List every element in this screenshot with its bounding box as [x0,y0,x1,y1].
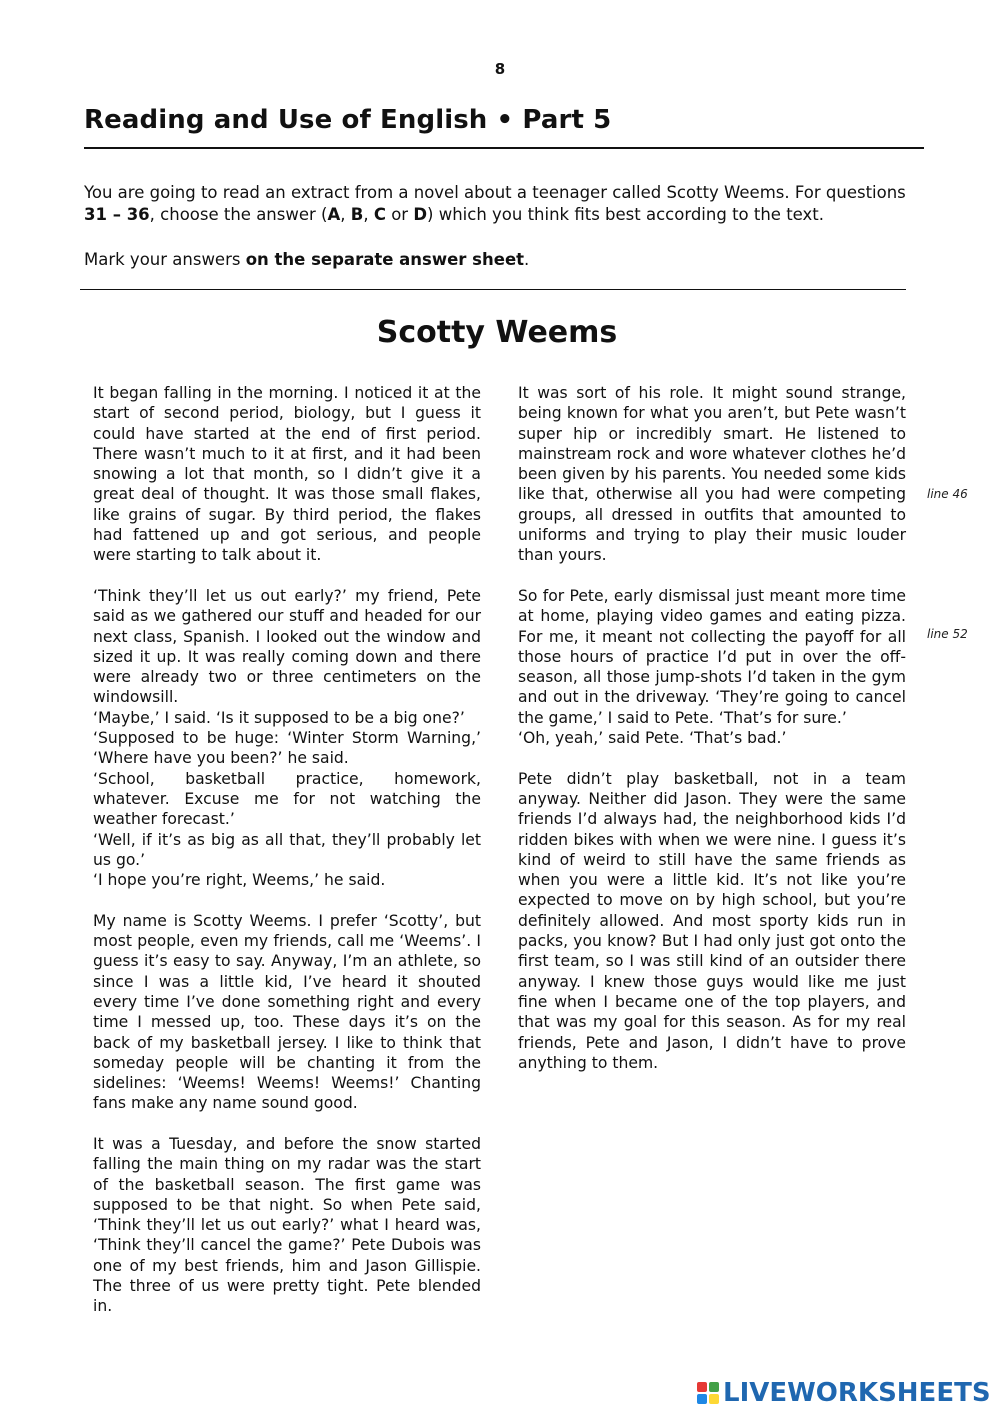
paragraph: ‘Think they’ll let us out early?’ my friend, Pete said as we gathered our stuff and headed for our next class, Spanish. I looked out the window and sized it up. It was really coming down and there were already two or three centimeters on the windowsill. [93,586,481,707]
dialogue-line: ‘Maybe,’ I said. ‘Is it supposed to be a big one?’ [93,708,465,727]
separator: , [340,205,351,224]
instructions-mark [84,249,924,271]
separator: , [363,205,374,224]
instructions-text-1: You are going to read an extract from a novel about a teenager called Scotty Weems. For questions [84,183,906,202]
questions-range: 31 – 36 [84,205,150,224]
line-reference-46: line 46 [927,487,968,501]
logo-square-yellow [709,1394,719,1404]
option-a-label: A [327,205,341,224]
dialogue-line: ‘Oh, yeah,’ said Pete. ‘That’s bad.’ [518,729,787,748]
text-column-left [93,383,481,1337]
line-reference-52: line 52 [927,627,968,641]
section-title: Reading and Use of English • Part 5 [84,105,612,135]
option-d-label: D [413,205,428,224]
page-number: 8 [494,60,506,78]
paragraph: My name is Scotty Weems. I prefer ‘Scotty’, but most people, even my friends, call me ‘Weems’. I guess it’s easy to say. Anyway, I’m an athlete, so since I was a little kid, I’ve heard it shouted every time I’ve done something right and every time I messed up, too. These days it’s on the back of my basketball jersey. I like to think that someday people will be chanting it from the sidelines: ‘Weems! Weems! Weems!’ Chanting fans make any name sound good. [93,911,481,1113]
story-title: Scotty Weems [376,315,618,350]
dialogue-line: ‘I hope you’re right, Weems,’ he said. [93,871,386,890]
logo-square-red [697,1382,707,1392]
instructions [84,182,924,271]
text-column-right [518,383,906,1093]
dialogue-line: ‘Supposed to be huge: ‘Winter Storm Warning,’ ‘Where have you been?’ he said. [93,729,481,768]
logo-square-green [709,1382,719,1392]
mark-text-end: . [524,250,530,269]
liveworksheets-logo[interactable] [697,1378,991,1408]
paragraph: It was sort of his role. It might sound strange, being known for what you aren’t, but Pete wasn’t super hip or incredibly smart. He listened to mainstream rock and wore whatever clothes he’d been given by his parents. You needed some kids like that, otherwise all you had were competing groups, all dressed in outfits that amounted to uniforms and trying to play their music louder than yours. [518,384,906,565]
instructions-divider [80,289,906,290]
logo-square-blue [697,1394,707,1404]
instructions-text-2: , choose the answer ( [149,205,328,224]
mark-text: Mark your answers [84,250,246,269]
logo-text: LIVEWORKSHEETS [723,1378,991,1408]
instructions-task [84,182,924,226]
section-divider [84,147,924,149]
option-b-label: B [350,205,364,224]
dialogue-line: ‘School, basketball practice, homework, whatever. Excuse me for not watching the weather forecast.’ [93,769,481,829]
option-c-label: C [373,205,386,224]
answer-sheet-emphasis: on the separate answer sheet [245,250,525,269]
instructions-text-3: ) which you think fits best according to the text. [427,205,825,224]
paragraph: So for Pete, early dismissal just meant more time at home, playing video games and eating pizza. For me, it meant not collecting the payoff for all those hours of practice I’d put in over the off-season, all those jump-shots I’d taken in the gym and out in the driveway. ‘They’re going to cancel the game,’ I said to Pete. ‘That’s for sure.’ [518,586,906,727]
dialogue-line: ‘Well, if it’s as big as all that, they’ll probably let us go.’ [93,830,481,869]
logo-icon [697,1382,719,1404]
paragraph: It began falling in the morning. I noticed it at the start of second period, biology, but I guess it could have started at the end of first period. There wasn’t much to it at first, and it had been snowing a lot that month, so I didn’t give it a great deal of thought. It was those small flakes, like grains of sugar. By third period, the flakes had fattened up and got serious, and people were starting to talk about it. [93,384,481,565]
paragraph: It was a Tuesday, and before the snow started falling the main thing on my radar was the start of the basketball season. The first game was supposed to be that night. So when Pete said, ‘Think they’ll let us out early?’ what I heard was, ‘Think they’ll cancel the game?’ Pete Dubois was one of my best friends, him and Jason Gillispie. The three of us were pretty tight. Pete blended in. [93,1134,481,1316]
paragraph: Pete didn’t play basketball, not in a team anyway. Neither did Jason. They were the same friends I’d always had, the neighborhood kids I’d ridden bikes with when we were nine. I guess it’s kind of weird to still have the same friends as when you were a little kid. It’s not like you’re expected to move on by high school, but you’re definitely allowed. And most sporty kids run in packs, you know? But I had only just got onto the first team, so I was still kind of an outsider there anyway. I knew those guys would like me just fine when I became one of the top players, and that was my goal for this season. As for my real friends, Pete and Jason, I didn’t have to prove anything to them. [518,769,906,1072]
separator: or [385,205,414,224]
